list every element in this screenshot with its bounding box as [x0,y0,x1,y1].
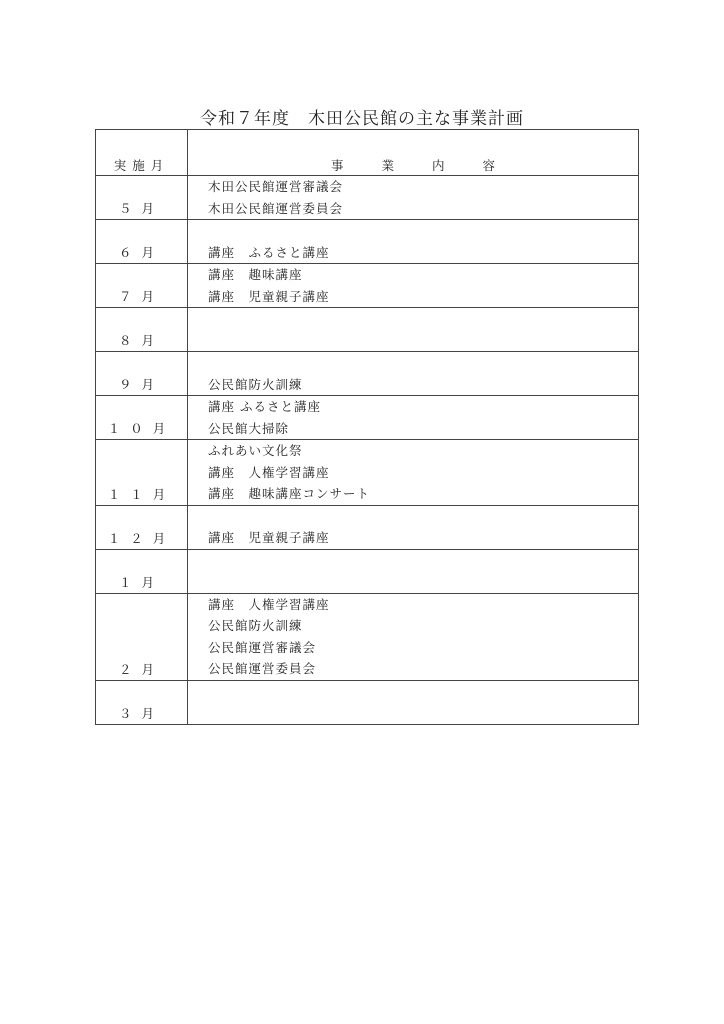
event-item: 講座 児童親子講座 [208,530,330,545]
content-cell [188,440,639,506]
content-cell [188,680,639,724]
event-item [208,550,638,572]
event-item: 木田公民館運営審議会 [208,179,344,194]
table-row [96,505,639,549]
event-item [208,308,638,330]
table-row [96,352,639,396]
table-row [96,440,639,506]
content-cell [188,593,639,680]
month-label: ２月 [118,661,164,677]
month-cell [96,440,188,506]
event-item: 講座 人権学習講座 [208,596,330,612]
month-label: ３月 [118,705,164,721]
table-row [96,396,639,440]
content-cell [188,264,639,308]
document-title: 令和７年度 木田公民館の主な事業計画 [200,109,524,129]
event-item: 公民館防火訓練 [208,618,303,633]
content-cell [188,549,639,593]
table-row [96,308,639,352]
month-cell [96,593,188,680]
month-cell [96,264,188,308]
month-label: １２月 [107,530,176,546]
month-label: ７月 [118,289,164,304]
content-cell [188,352,639,396]
header-month: 実施月 [96,130,188,176]
content-cell [188,220,639,264]
month-cell [96,396,188,440]
event-item [208,702,638,724]
content-cell [188,176,639,220]
event-item: 講座 人権学習講座 [208,464,330,480]
month-label: ８月 [118,333,164,348]
event-item [208,571,638,593]
event-item: ふれあい文化祭 [208,443,303,458]
table-row [96,593,639,680]
event-item [208,681,638,703]
event-item: 公民館運営審議会 [208,639,317,655]
table-row [96,176,639,220]
content-cell [188,505,639,549]
month-label: ９月 [118,377,164,392]
event-item: 公民館大掃除 [208,420,290,436]
event-item: 木田公民館運営委員会 [208,200,344,216]
event-item: 講座 趣味講座 [208,267,303,282]
month-cell [96,308,188,352]
content-cell [188,308,639,352]
month-cell [96,176,188,220]
month-label: ５月 [118,201,164,216]
event-item [208,352,638,374]
event-item [208,330,638,352]
event-item: 講座 趣味講座コンサート [208,486,371,501]
table-header-row [96,130,639,176]
event-item [208,506,638,528]
table-row [96,680,639,724]
month-label: １０月 [107,421,176,436]
table-row [96,549,639,593]
table-row [96,220,639,264]
schedule-table [95,129,639,725]
month-cell [96,220,188,264]
event-item: 講座 ふるさと講座 [208,399,321,414]
event-item: 公民館運営委員会 [208,661,317,676]
event-item [208,220,638,242]
content-cell [188,396,639,440]
header-content: 事業内容 [188,130,639,176]
month-cell [96,680,188,724]
month-cell [96,549,188,593]
event-item: 講座 ふるさと講座 [208,244,330,260]
month-label: １１月 [107,486,176,502]
event-item: 公民館防火訓練 [208,376,303,392]
month-label: ６月 [118,245,164,260]
table-row [96,264,639,308]
event-item: 講座 児童親子講座 [208,288,330,304]
month-label: １月 [118,574,164,590]
month-cell [96,352,188,396]
month-cell [96,505,188,549]
